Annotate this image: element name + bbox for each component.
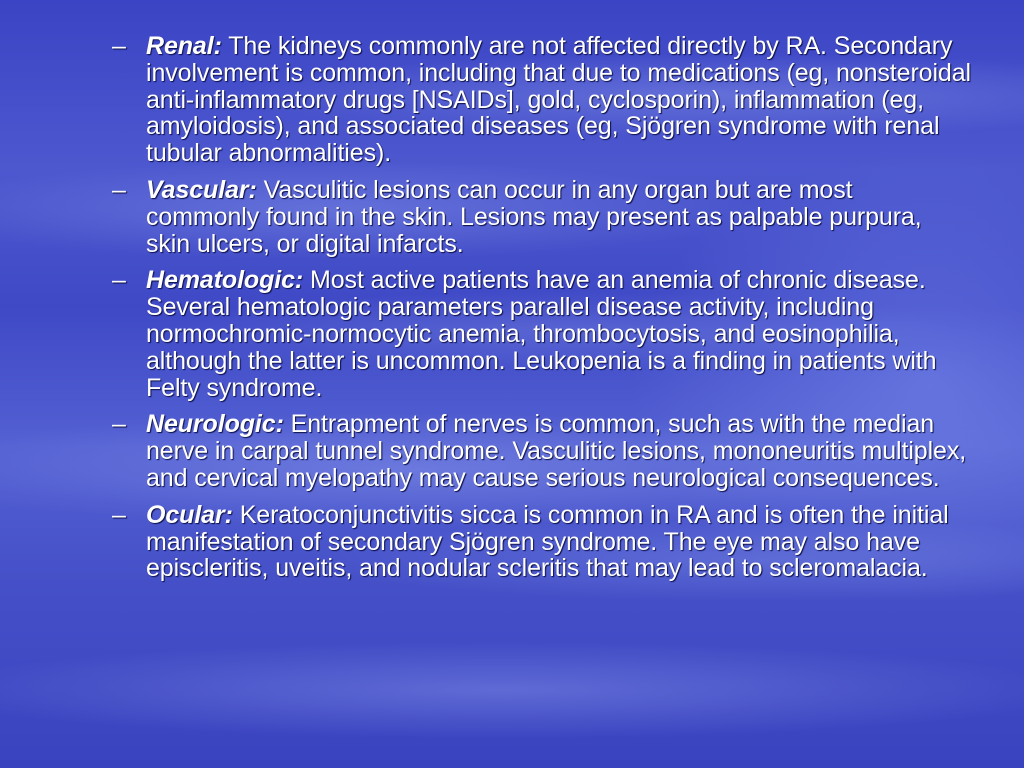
bullet-term: Vascular:: [146, 175, 257, 204]
bullet-dash: –: [112, 175, 126, 204]
bullet-dash: –: [112, 266, 126, 295]
bullet-hematologic: [112, 267, 972, 401]
bullet-dash: –: [112, 500, 126, 529]
bullet-text: Entrapment of nerves is common, such as with the median nerve in carpal tunnel syndrome. Vasculitic lesions, mononeuritis multiplex, and cervical myelopathy may cause serious neurological consequences.: [146, 410, 967, 492]
bullet-ocular: [112, 502, 972, 582]
bullet-text: The kidneys commonly are not affected directly by RA. Secondary involvement is common, including that due to medications (eg, nonsteroidal anti-inflammatory drugs [NSAIDs], gold, cyclosporin), inflammation (eg, amyloidosis), and associated diseases (eg, Sjögren syndrome with renal tubular abnormalities).: [146, 32, 971, 168]
bullet-dash: –: [112, 32, 126, 60]
bullet-term: Hematologic:: [146, 266, 304, 295]
bullet-text: Keratoconjunctivitis sicca is common in RA and is often the initial manifestation of secondary Sjögren syndrome. The eye may also have episcleritis, uveitis, and nodular scleritis that may lead to scleromalacia.: [146, 500, 949, 583]
bullet-dash: –: [112, 410, 126, 439]
bullet-term: Renal:: [146, 32, 222, 60]
bullet-list: [112, 33, 972, 592]
bullet-neurologic: [112, 411, 972, 491]
bullet-renal: [112, 33, 972, 167]
bullet-text: Most active patients have an anemia of chronic disease. Several hematologic parameters parallel disease activity, including normochromic-normocytic anemia, thrombocytosis, and eosinophilia, although the latter is uncommon. Leukopenia is a finding in patients with Felty syndrome.: [146, 266, 937, 402]
bullet-term: Ocular:: [146, 500, 233, 529]
bullet-vascular: [112, 177, 972, 257]
bullet-term: Neurologic:: [146, 410, 284, 439]
bullet-text: Vasculitic lesions can occur in any organ but are most commonly found in the skin. Lesions may present as palpable purpura, skin ulcers, or digital infarcts.: [146, 175, 922, 258]
